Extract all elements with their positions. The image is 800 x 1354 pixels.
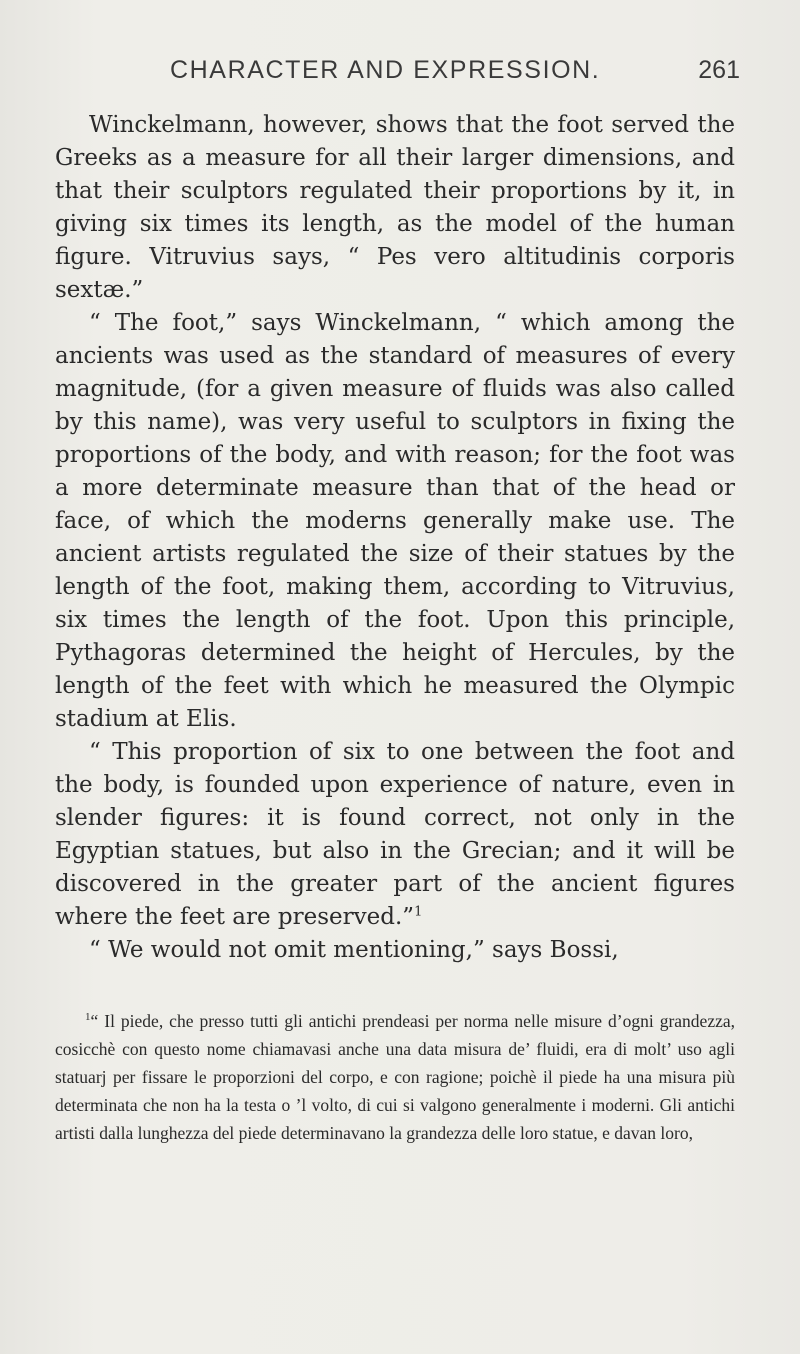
paragraph-3-text: “ This proportion of six to one between the foot and the body, is founded upon experience of nature, even in slender figures: it is found correct, not only in the Egyptian statues, but also in the Grecian; and it will be discovered in the greater part of the ancient figures where the feet are preserved.” <box>55 739 735 930</box>
paragraph-2: “ The foot,” says Winckelmann, “ which among the ancients was used as the standard of measures of every magnitude, (for a given measure of fluids was also called by this name), was very useful to sculptors in fixing the proportions of the body, and with reason; for the foot was a more determinate measure than that of the head or face, of which the moderns generally make use. The ancient artists regulated the size of their statues by the length of the foot, making them, according to Vitruvius, six times the length of the foot. Upon this principle, Pythagoras determined the height of Hercules, by the length of the feet with which he measured the Olympic stadium at Elis. <box>55 310 735 732</box>
paragraph-3 <box>55 736 735 934</box>
running-title: CHARACTER AND EXPRESSION. <box>170 56 601 84</box>
footnote-text: “ Il piede, che presso tutti gli antichi prendeasi per norma nelle misure d’ogni grandezza, cosicchè con questo nome chiamavasi anche una data misura de’ fluidi, era di molt’ uso agli statuarj per fissare le proporzioni del corpo, e con ragione; poichè il piede ha una misura più determinata che non ha la testa o ’l volto, di cui si valgono generalmente i moderni. Gli antichi artisti dalla lunghezza del piede determinavano la grandezza delle loro statue, e davan loro, <box>55 1011 735 1143</box>
footnote-reference: 1 <box>414 904 423 920</box>
paragraph-4: “ We would not omit mentioning,” says Bossi, <box>89 937 619 963</box>
body-text <box>55 109 735 967</box>
page-header <box>60 56 740 96</box>
footnote-marker: 1 <box>85 1011 91 1024</box>
footnote-paragraph <box>55 1007 735 1147</box>
paragraph-1: Winckelmann, however, shows that the foot served the Greeks as a measure for all their larger dimensions, and that their sculptors regulated their proportions by it, in giving six times its length, as the model of the human figure. Vitruvius says, “ Pes vero altitudinis corporis sextæ.” <box>55 112 735 303</box>
page-number: 261 <box>698 56 740 84</box>
footnote <box>55 1007 735 1147</box>
